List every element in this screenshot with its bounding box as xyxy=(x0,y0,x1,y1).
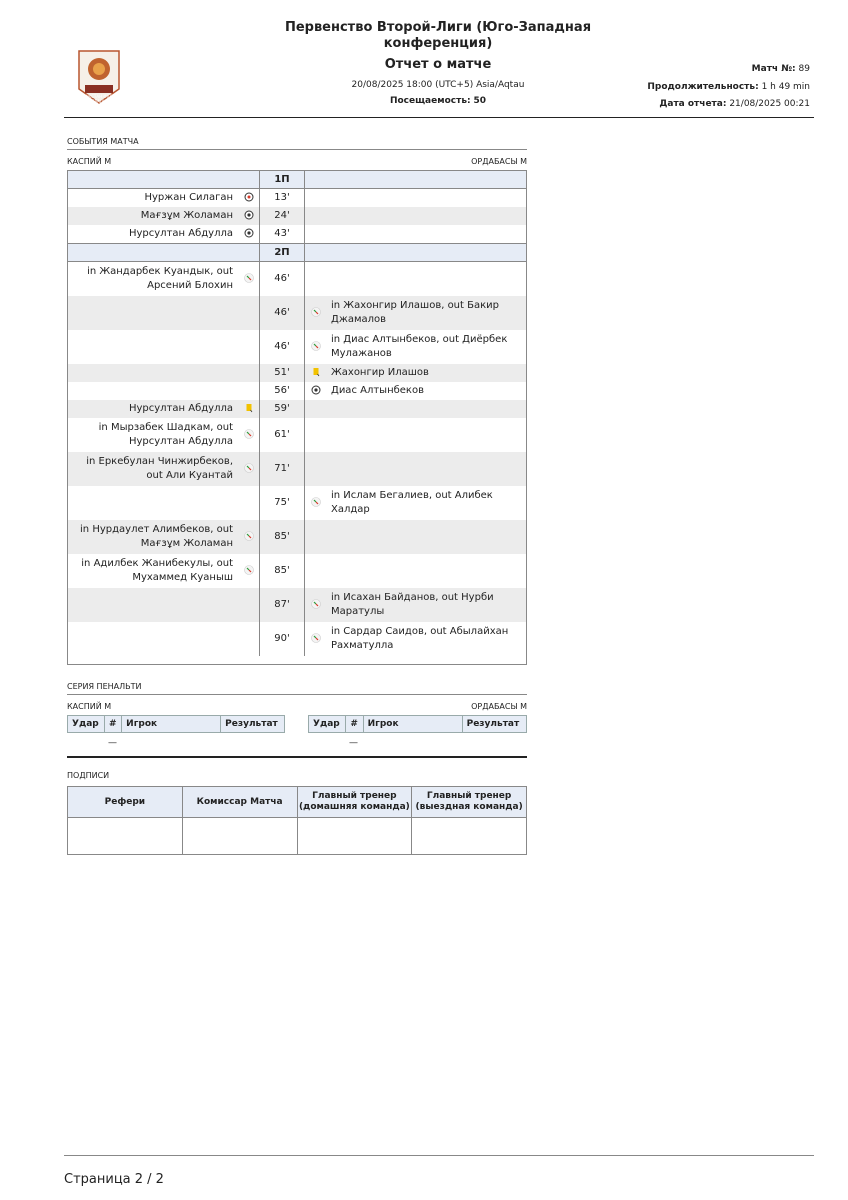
duration-value: 1 h 49 min xyxy=(761,82,810,92)
match-number-label: Матч №: xyxy=(751,64,796,74)
referee-header: Рефери xyxy=(68,787,183,818)
penalty-away-empty: — xyxy=(349,738,358,748)
away-event xyxy=(327,207,527,225)
home-coach-signature-cell[interactable] xyxy=(297,818,412,855)
commissioner-signature-cell[interactable] xyxy=(182,818,297,855)
home-event: in Жандарбек Куандык, out Арсений Блохин xyxy=(87,266,233,291)
yellow-card-icon xyxy=(311,367,321,377)
substitution-icon xyxy=(244,429,254,439)
home-event xyxy=(67,382,239,400)
footer-divider xyxy=(64,1155,814,1156)
away-event xyxy=(327,554,527,588)
event-minute: 46' xyxy=(260,262,305,297)
away-event xyxy=(327,262,527,297)
away-event: in Сардар Саидов, out Абылайхан Рахматулла xyxy=(331,626,509,651)
event-minute: 75' xyxy=(260,486,305,520)
penalty-section-title: СЕРИЯ ПЕНАЛЬТИ xyxy=(67,682,142,691)
substitution-icon xyxy=(311,599,321,609)
duration-label: Продолжительность: xyxy=(647,82,759,92)
report-subtitle: Отчет о матче xyxy=(384,57,492,72)
event-row xyxy=(67,207,527,225)
away-coach-header: Главный тренер (выездная команда) xyxy=(412,787,527,818)
away-event: in Ислам Бегалиев, out Алибек Халдар xyxy=(331,490,493,515)
col-number: # xyxy=(346,716,363,733)
attendance-label: Посещаемость: xyxy=(389,96,471,106)
attendance-value: 50 xyxy=(473,96,487,106)
substitution-icon xyxy=(244,463,254,473)
match-number-value: 89 xyxy=(798,64,810,74)
goal-ball-icon xyxy=(311,385,321,395)
col-result: Результат xyxy=(462,716,526,733)
substitution-icon xyxy=(311,307,321,317)
event-row xyxy=(67,452,527,486)
half-header-1 xyxy=(67,171,527,189)
away-coach-signature-cell[interactable] xyxy=(412,818,527,855)
col-player: Игрок xyxy=(122,716,221,733)
event-minute: 24' xyxy=(260,207,305,225)
events-table xyxy=(67,170,527,656)
match-number xyxy=(752,64,810,74)
penalty-away-team: ОРДАБАСЫ М xyxy=(471,702,527,711)
home-event: in Нурдаулет Алимбеков, out Мағзұм Жоламан xyxy=(67,520,239,554)
away-event: in Диас Алтынбеков, out Диёрбек Мулажанов xyxy=(331,334,508,359)
substitution-icon xyxy=(311,341,321,351)
away-event xyxy=(327,520,527,554)
event-row xyxy=(67,364,527,382)
attendance xyxy=(280,96,596,106)
col-result: Результат xyxy=(221,716,285,733)
event-minute: 46' xyxy=(260,330,305,364)
penalty-bottom-divider xyxy=(67,756,527,758)
penalty-goal-icon xyxy=(244,192,254,202)
event-row xyxy=(67,588,527,622)
substitution-icon xyxy=(311,497,321,507)
event-minute: 85' xyxy=(260,520,305,554)
penalty-table-away xyxy=(308,715,527,733)
report-date-label: Дата отчета: xyxy=(659,99,727,109)
event-row xyxy=(67,296,527,330)
event-row xyxy=(67,418,527,452)
penalty-home-team: КАСПИЙ М xyxy=(67,702,112,711)
col-number: # xyxy=(105,716,122,733)
match-datetime: 20/08/2025 18:00 (UTC+5) Asia/Aqtau xyxy=(351,80,525,90)
event-minute: 51' xyxy=(260,364,305,382)
event-minute: 43' xyxy=(260,225,305,244)
penalty-divider xyxy=(67,694,527,695)
event-minute: 61' xyxy=(260,418,305,452)
away-event xyxy=(327,189,527,208)
logo-text: КАЗАКСТАН ФУТБОЛ ФЕДЕРАЦИЯСЫ xyxy=(77,94,121,104)
home-event: Нурсултан Абдулла xyxy=(128,228,233,239)
substitution-icon xyxy=(244,565,254,575)
page-title: Первенство Второй-Лиги (Юго-Западная конференция) xyxy=(284,20,592,51)
signatures-table xyxy=(67,786,527,855)
event-minute: 90' xyxy=(260,622,305,656)
penalty-table-home xyxy=(67,715,285,733)
away-event xyxy=(327,452,527,486)
yellow-card-icon xyxy=(244,403,254,413)
event-row xyxy=(67,330,527,364)
home-event: in Мырзабек Шадкам, out Нурсултан Абдулла xyxy=(98,422,233,447)
event-row xyxy=(67,622,527,656)
event-minute: 85' xyxy=(260,554,305,588)
event-minute: 46' xyxy=(260,296,305,330)
home-event: Нуржан Силаган xyxy=(144,192,233,203)
referee-signature-cell[interactable] xyxy=(68,818,183,855)
col-shot: Удар xyxy=(309,716,346,733)
substitution-icon xyxy=(244,531,254,541)
event-minute: 59' xyxy=(260,400,305,418)
home-team-label: КАСПИЙ М xyxy=(67,157,112,166)
half-label-1: 1П xyxy=(260,171,305,189)
home-event: in Еркебулан Чинжирбеков, out Али Куантай xyxy=(67,452,239,486)
away-event: Диас Алтынбеков xyxy=(331,385,424,396)
half-header-2 xyxy=(67,244,527,262)
report-date xyxy=(659,99,810,109)
event-minute: 71' xyxy=(260,452,305,486)
home-event xyxy=(67,588,239,622)
half-label-2: 2П xyxy=(260,244,305,262)
home-coach-header: Главный тренер (домашняя команда) xyxy=(297,787,412,818)
event-minute: 56' xyxy=(260,382,305,400)
goal-ball-icon xyxy=(244,228,254,238)
away-event xyxy=(327,418,527,452)
event-row xyxy=(67,382,527,400)
events-section-title: СОБЫТИЯ МАТЧА xyxy=(67,137,139,146)
home-event: Нурсултан Абдулла xyxy=(67,400,239,418)
event-row xyxy=(67,520,527,554)
home-event xyxy=(67,486,239,520)
goal-ball-icon xyxy=(244,210,254,220)
away-event: in Жахонгир Илашов, out Бакир Джамалов xyxy=(327,296,527,330)
away-team-label: ОРДАБАСЫ М xyxy=(471,157,527,166)
event-row xyxy=(67,225,527,244)
event-row xyxy=(67,189,527,208)
away-event: Жахонгир Илашов xyxy=(327,364,527,382)
home-event: Мағзұм Жоламан xyxy=(67,207,239,225)
home-event xyxy=(67,330,239,364)
header-divider xyxy=(64,117,814,118)
away-event xyxy=(327,225,527,244)
col-player: Игрок xyxy=(363,716,462,733)
home-event xyxy=(67,622,239,656)
home-event xyxy=(67,364,239,382)
commissioner-header: Комиссар Матча xyxy=(182,787,297,818)
events-divider xyxy=(67,149,527,150)
signatures-section-title: ПОДПИСИ xyxy=(67,771,110,780)
page-number: Страница 2 / 2 xyxy=(64,1172,164,1187)
event-row xyxy=(67,400,527,418)
away-event: in Исахан Байданов, out Нурби Маратулы xyxy=(327,588,527,622)
col-shot: Удар xyxy=(68,716,105,733)
event-minute: 87' xyxy=(260,588,305,622)
duration xyxy=(647,82,810,92)
substitution-icon xyxy=(311,633,321,643)
event-row xyxy=(67,554,527,588)
event-row xyxy=(67,486,527,520)
substitution-icon xyxy=(244,273,254,283)
away-event xyxy=(327,400,527,418)
penalty-home-empty: — xyxy=(108,738,117,748)
home-event xyxy=(67,296,239,330)
event-row xyxy=(67,262,527,297)
home-event: in Адилбек Жанибекулы, out Мухаммед Куаныш xyxy=(81,558,233,583)
event-minute: 13' xyxy=(260,189,305,208)
report-date-value: 21/08/2025 00:21 xyxy=(729,99,810,109)
